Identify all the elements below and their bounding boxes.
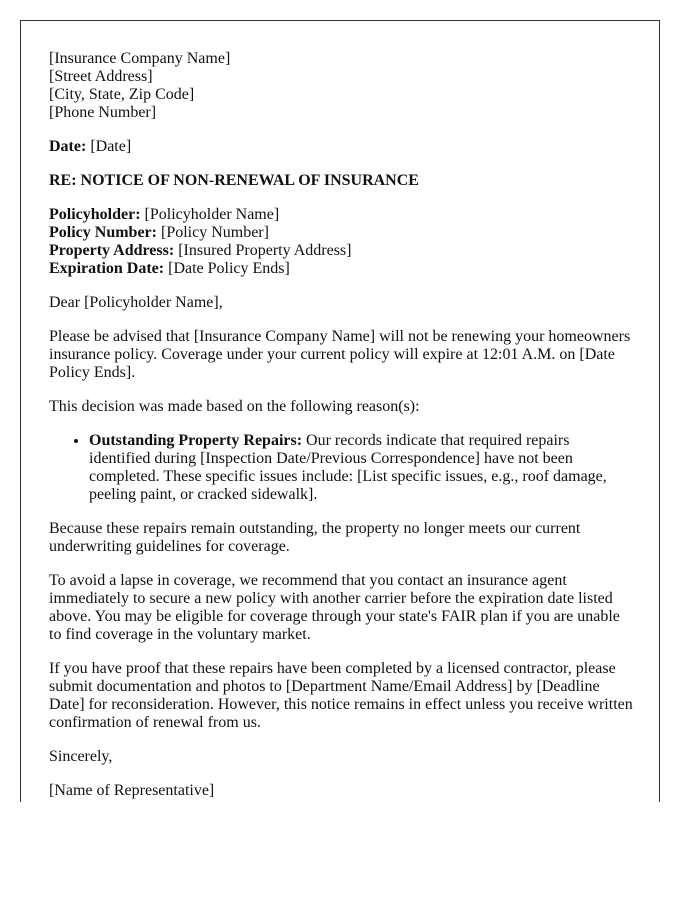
sender-street: [Street Address] [49, 68, 153, 85]
reason-title: Outstanding Property Repairs: [89, 432, 303, 449]
signature: [Name of Representative] [49, 782, 215, 799]
reason-item [89, 432, 633, 504]
property-address-label: Property Address: [49, 242, 175, 259]
closing: Sincerely, [49, 748, 113, 765]
date-label: Date: [49, 138, 87, 155]
reason-text: Our records indicate that required repairs identified during [Inspection Date/Previous Correspondence] have not been completed. These specific issues include: [List specific issues, e.g., roof damage, peeling paint, or cracked sidewalk]. [89, 432, 607, 503]
expiration-date-label: Expiration Date: [49, 260, 165, 277]
reasons-list [49, 432, 633, 504]
sender-city-state-zip: [City, State, Zip Code] [49, 86, 195, 103]
policy-number-value: [Policy Number] [160, 224, 269, 241]
reasons-intro: This decision was made based on the following reason(s): [49, 398, 420, 415]
salutation: Dear [Policyholder Name], [49, 294, 223, 311]
policy-number-label: Policy Number: [49, 224, 157, 241]
sender-company: [Insurance Company Name] [49, 50, 231, 67]
policyholder-label: Policyholder: [49, 206, 141, 223]
policyholder-value: [Policyholder Name] [144, 206, 280, 223]
expiration-date-value: [Date Policy Ends] [168, 260, 290, 277]
subject-line [49, 172, 633, 190]
sender-phone: [Phone Number] [49, 104, 157, 121]
letter-page [20, 20, 660, 802]
avoid-lapse-paragraph: To avoid a lapse in coverage, we recommend that you contact an insurance agent immediately to secure a new policy with another carrier before the expiration date listed above. You may be eligible for coverage through your state's FAIR plan if you are unable to find coverage in the voluntary market. [49, 572, 620, 643]
intro-paragraph: Please be advised that [Insurance Company Name] will not be renewing your homeowners insurance policy. Coverage under your current policy will expire at 12:01 A.M. on [Date Policy Ends]. [49, 328, 631, 381]
letter-content [49, 50, 633, 802]
date-value: [Date] [90, 138, 132, 155]
property-address-value: [Insured Property Address] [178, 242, 352, 259]
sender-address [49, 50, 633, 122]
outstanding-paragraph: Because these repairs remain outstanding, the property no longer meets our current underwriting guidelines for coverage. [49, 520, 581, 555]
letter-date [49, 138, 633, 156]
subject-text: RE: NOTICE OF NON-RENEWAL OF INSURANCE [49, 172, 419, 189]
policy-info [49, 206, 633, 278]
proof-paragraph: If you have proof that these repairs have been completed by a licensed contractor, please submit documentation and photos to [Department Name/Email Address] by [Deadline Date] for reconsideration. However, this notice remains in effect unless you receive written confirmation of renewal from us. [49, 660, 633, 731]
